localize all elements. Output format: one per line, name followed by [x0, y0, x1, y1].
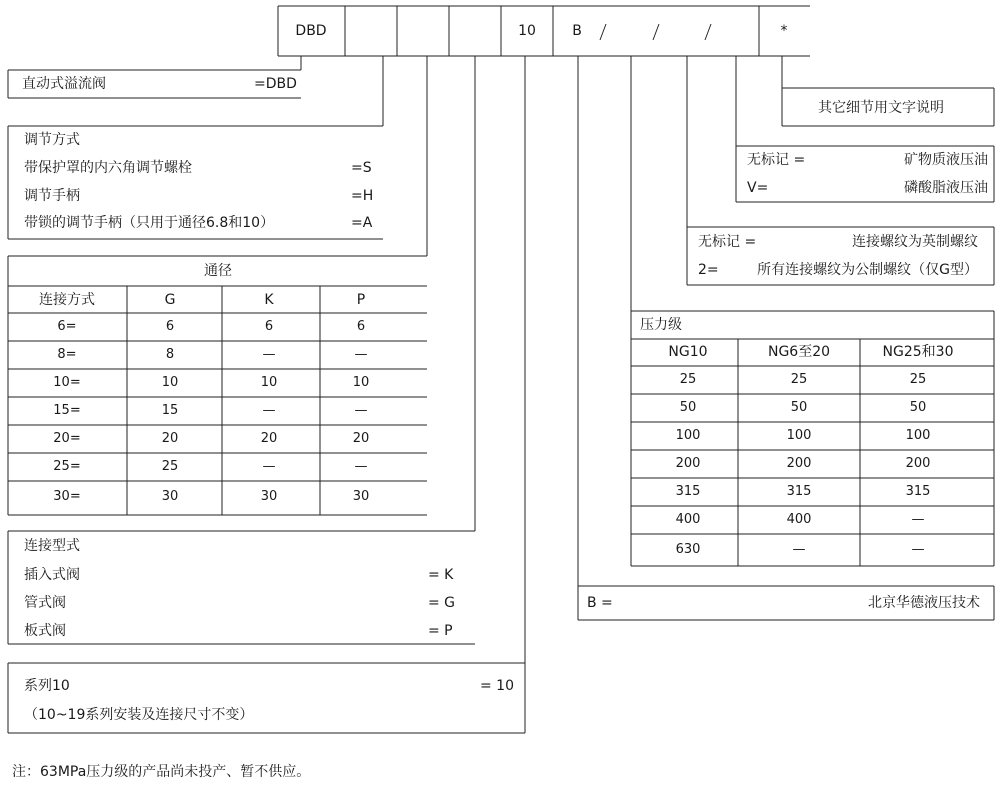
table-cell: —: [792, 542, 806, 557]
pressure-title: 压力级: [640, 317, 682, 333]
connection-form-item-label: 管式阀: [24, 595, 66, 611]
table-cell: 6: [356, 319, 366, 334]
fluid-key: 无标记 =: [747, 152, 806, 168]
nominal-size-title: 通径: [204, 263, 232, 279]
table-cell: —: [354, 347, 368, 362]
connection-form-item-code: = G: [428, 595, 456, 611]
table-cell: —: [911, 542, 925, 557]
table-cell: 100: [905, 428, 931, 443]
thread-value: 连接螺纹为英制螺纹: [852, 234, 978, 250]
table-cell: 30: [260, 489, 278, 504]
table-cell: 50: [679, 400, 697, 415]
table-cell: —: [354, 403, 368, 418]
connection-form-title: 连接型式: [24, 538, 80, 554]
table-header: K: [264, 292, 274, 308]
table-header: NG6至20: [767, 344, 831, 360]
table-cell: 8=: [57, 347, 77, 362]
table-cell: 200: [675, 456, 701, 471]
series-code: = 10: [480, 678, 514, 694]
adjustment-item-code: =S: [351, 160, 372, 176]
table-cell: 25: [790, 372, 808, 387]
table-cell: 400: [675, 512, 701, 527]
table-cell: 25: [909, 372, 927, 387]
table-cell: 25: [679, 372, 697, 387]
adjustment-item-label: 带锁的调节手柄（只用于通径6.8和10）: [24, 215, 275, 231]
adjustment-item-code: =A: [351, 215, 373, 231]
thread-key: 2=: [698, 262, 719, 278]
table-cell: 10=: [53, 375, 81, 390]
table-cell: 25=: [53, 459, 81, 474]
table-header: G: [164, 292, 176, 308]
connection-form-item-label: 板式阀: [24, 623, 66, 639]
table-cell: 20: [352, 431, 370, 446]
footnote: 注：63MPa压力级的产品尚未投产、暂不供应。: [12, 764, 311, 780]
table-cell: 10: [260, 375, 278, 390]
table-cell: 20: [260, 431, 278, 446]
code-cell-dbd: DBD: [295, 23, 327, 39]
table-cell: 8: [165, 347, 175, 362]
table-cell: 10: [352, 375, 370, 390]
fluid-value: 磷酸脂液压油: [904, 180, 988, 196]
table-cell: 30=: [53, 489, 81, 504]
table-cell: 10: [161, 375, 179, 390]
table-cell: 25: [161, 459, 179, 474]
table-cell: —: [262, 347, 276, 362]
maker-value: 北京华德液压技术: [868, 595, 980, 611]
table-cell: 20=: [53, 431, 81, 446]
table-header: 连接方式: [39, 292, 95, 308]
table-cell: 20: [161, 431, 179, 446]
valve-type-code: =DBD: [254, 76, 297, 92]
table-cell: 6: [264, 319, 274, 334]
table-cell: 6=: [57, 319, 77, 334]
table-cell: 315: [786, 484, 812, 499]
table-cell: 100: [675, 428, 701, 443]
table-cell: 15: [161, 403, 179, 418]
table-cell: —: [911, 512, 925, 527]
code-cell-maker: B: [572, 23, 582, 39]
connection-form-item-code: = K: [428, 567, 454, 583]
adjustment-title: 调节方式: [24, 132, 80, 148]
table-header: NG25和30: [882, 344, 954, 360]
other-details-label: 其它细节用文字说明: [818, 100, 944, 116]
table-cell: 30: [352, 489, 370, 504]
thread-key: 无标记 =: [698, 234, 757, 250]
connector-lines: [301, 56, 782, 663]
table-cell: 630: [675, 542, 701, 557]
code-cell-series: 10: [518, 23, 536, 39]
table-cell: 100: [786, 428, 812, 443]
table-cell: 50: [909, 400, 927, 415]
table-cell: 200: [786, 456, 812, 471]
table-header: P: [356, 292, 366, 308]
table-cell: 400: [786, 512, 812, 527]
code-header-grid: [278, 6, 810, 56]
fluid-value: 矿物质液压油: [904, 152, 988, 168]
table-cell: —: [262, 403, 276, 418]
table-header: NG10: [668, 344, 708, 360]
table-cell: —: [354, 459, 368, 474]
table-cell: 200: [905, 456, 931, 471]
code-cell-asterisk: *: [780, 23, 788, 39]
connection-form-item-label: 插入式阀: [24, 567, 80, 583]
valve-type-label: 直动式溢流阀: [22, 76, 106, 92]
table-cell: 50: [790, 400, 808, 415]
table-cell: 315: [905, 484, 931, 499]
table-cell: —: [262, 459, 276, 474]
series-label: 系列10: [24, 678, 70, 694]
table-cell: 30: [161, 489, 179, 504]
connection-form-item-code: = P: [428, 623, 453, 639]
series-note: （10~19系列安装及连接尺寸不变）: [24, 707, 254, 723]
thread-value: 所有连接螺纹为公制螺纹（仅G型）: [757, 262, 978, 278]
table-cell: 315: [675, 484, 701, 499]
adjustment-item-label: 调节手柄: [24, 188, 80, 204]
fluid-key: V=: [747, 180, 769, 196]
maker-key: B =: [587, 595, 613, 611]
adjustment-item-label: 带保护罩的内六角调节螺栓: [24, 160, 192, 176]
adjustment-item-code: =H: [351, 188, 374, 204]
table-cell: 6: [165, 319, 175, 334]
table-cell: 15=: [53, 403, 81, 418]
